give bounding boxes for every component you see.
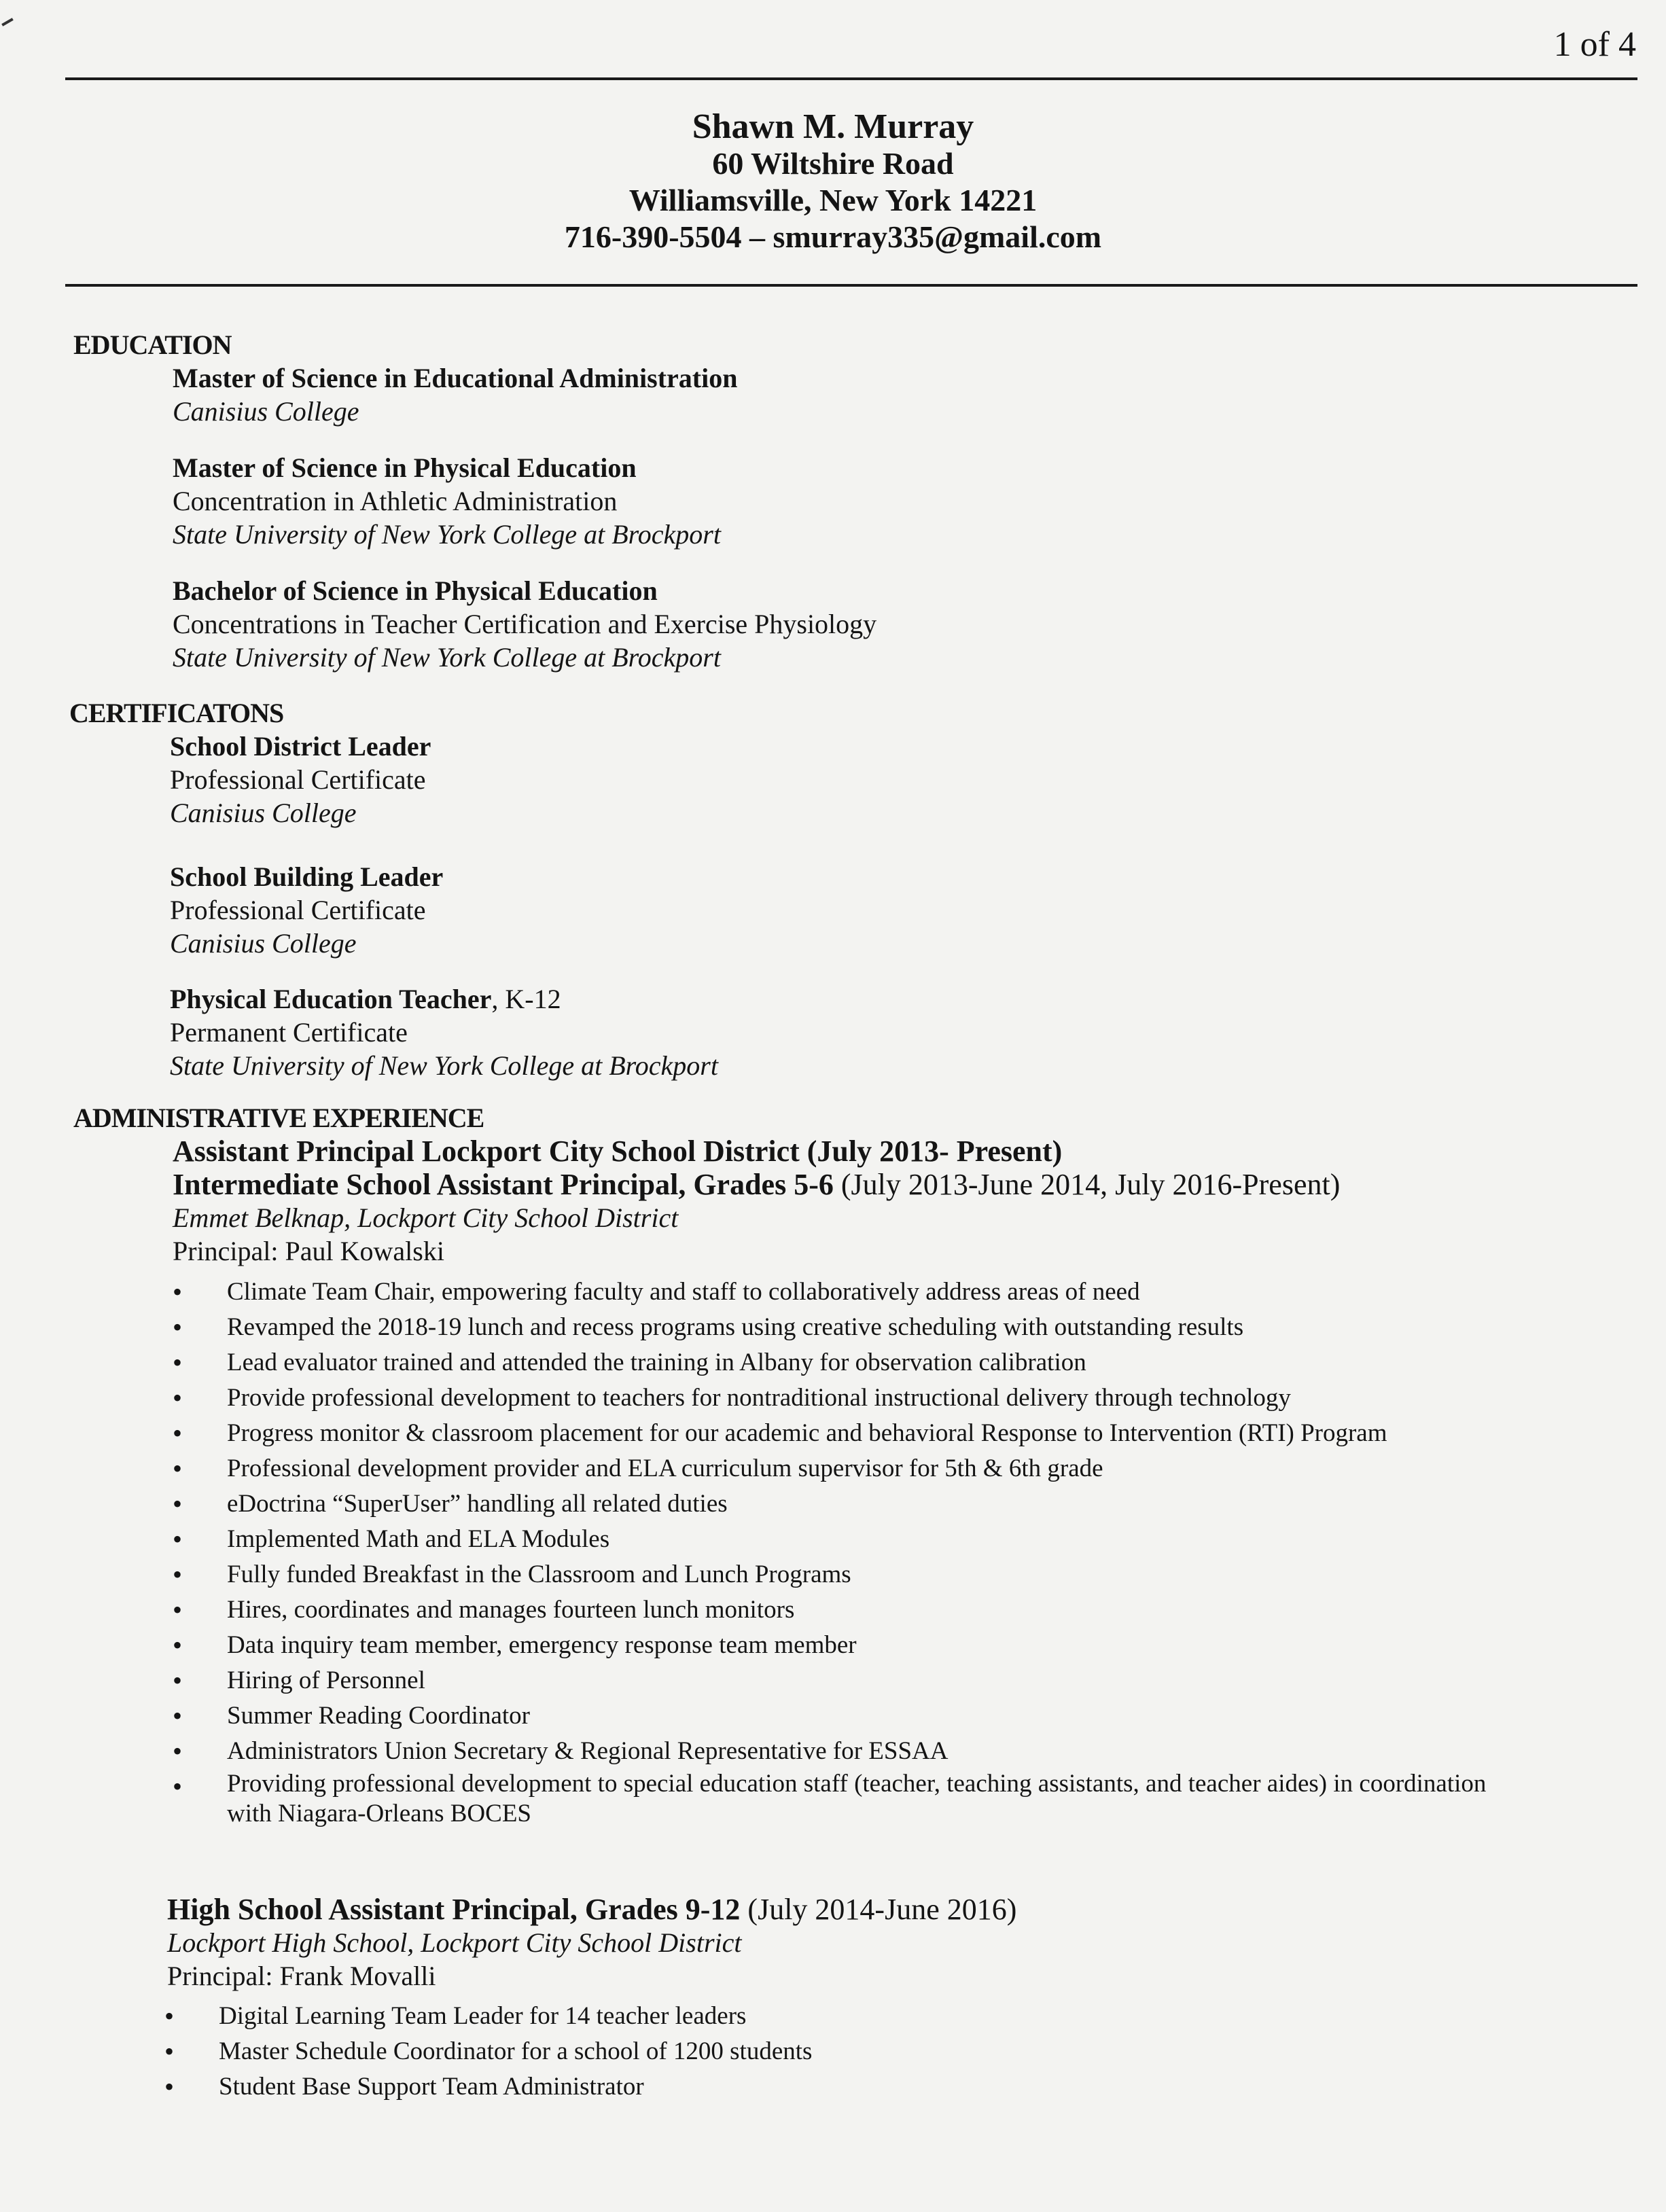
job-entry-high-school	[167, 1893, 1016, 1993]
degree: Bachelor of Science in Physical Education	[173, 575, 658, 606]
certification-school: State University of New York College at Brockport	[170, 1050, 718, 1081]
certification-entry	[170, 860, 443, 960]
education-entry	[173, 451, 721, 551]
certification-school: Canisius College	[170, 798, 357, 828]
list-item: • Revamped the 2018-19 lunch and recess programs using creative scheduling with outstanding results	[173, 1310, 1633, 1345]
certification-type: Permanent Certificate	[170, 1017, 408, 1048]
address-line-1: 60 Wiltshire Road	[712, 146, 954, 181]
list-item: • Summer Reading Coordinator	[173, 1698, 1633, 1734]
resume-header	[0, 109, 1666, 255]
certification-title: School District Leader	[170, 731, 431, 762]
list-item: • Provide professional development to teachers for nontraditional instructional delivery through technology	[173, 1380, 1633, 1416]
certification-title-suffix: , K-12	[491, 984, 561, 1014]
job-principal: Principal: Paul Kowalski	[173, 1236, 444, 1266]
job-title-dates: (July 2014-June 2016)	[740, 1893, 1017, 1926]
job-school: Lockport High School, Lockport City School District	[167, 1927, 742, 1958]
certification-entry	[170, 982, 718, 1082]
list-item: • Implemented Math and ELA Modules	[173, 1522, 1633, 1557]
job-title: High School Assistant Principal, Grades 9-12	[167, 1893, 741, 1926]
list-item: • Professional development provider and ELA curriculum supervisor for 5th & 6th grade	[173, 1451, 1633, 1486]
job1-bullet-list	[173, 1274, 1633, 1829]
address-line-2: Williamsville, New York 14221	[628, 183, 1038, 217]
certifications-heading: CERTIFICATONS	[69, 698, 284, 728]
certification-title: Physical Education Teacher	[170, 984, 492, 1014]
degree: Master of Science in Physical Education	[173, 452, 637, 483]
list-item: • Master Schedule Coordinator for a school of 1200 students	[164, 2034, 1625, 2069]
list-item: • Student Base Support Team Administrator	[164, 2069, 1625, 2105]
job-subtitle-dates: (July 2013-June 2014, July 2016-Present)	[833, 1168, 1341, 1201]
header-top-rule	[65, 77, 1637, 80]
certification-school: Canisius College	[170, 928, 357, 959]
job-subtitle: Intermediate School Assistant Principal, Grades 5-6	[173, 1168, 834, 1201]
list-item: • Climate Team Chair, empowering faculty and staff to collaboratively address areas of need	[173, 1274, 1633, 1310]
header-bottom-rule	[65, 284, 1637, 287]
education-entry	[173, 574, 876, 674]
job-title: Assistant Principal Lockport City School District (July 2013- Present)	[173, 1135, 1063, 1168]
school: Canisius College	[173, 396, 359, 427]
list-item: • Hires, coordinates and manages fourteen lunch monitors	[173, 1592, 1633, 1628]
list-item: • Fully funded Breakfast in the Classroom and Lunch Programs	[173, 1557, 1633, 1592]
list-item-line: • Providing professional development to special education staff (teacher, teaching assistants, and teacher aides) in coordination	[227, 1770, 1487, 1798]
degree-detail: Concentrations in Teacher Certification and Exercise Physiology	[173, 609, 877, 639]
list-item: • Lead evaluator trained and attended the training in Albany for observation calibration	[173, 1345, 1633, 1380]
certification-type: Professional Certificate	[170, 764, 426, 795]
job-entry-intermediate	[173, 1135, 1340, 1268]
certification-type: Professional Certificate	[170, 895, 426, 925]
certification-title: School Building Leader	[170, 861, 444, 892]
list-item: • Hiring of Personnel	[173, 1663, 1633, 1698]
education-entry	[173, 361, 737, 428]
list-item: • eDoctrina “SuperUser” handling all related duties	[173, 1486, 1633, 1522]
job-school: Emmet Belknap, Lockport City School District	[173, 1202, 679, 1233]
job-principal: Principal: Frank Movalli	[167, 1961, 436, 1991]
school: State University of New York College at Brockport	[173, 519, 721, 550]
list-item-line: with Niagara-Orleans BOCES	[227, 1800, 532, 1827]
list-item: • Digital Learning Team Leader for 14 teacher leaders	[164, 1999, 1625, 2034]
job2-bullet-list	[164, 1999, 1625, 2105]
certification-entry	[170, 730, 431, 830]
list-item: • Administrators Union Secretary & Regional Representative for ESSAA	[173, 1734, 1633, 1769]
applicant-name: Shawn M. Murray	[692, 107, 974, 146]
stray-pen-mark	[1, 18, 16, 31]
contact-line: 716-390-5504 – smurray335@gmail.com	[564, 219, 1102, 254]
experience-heading: ADMINISTRATIVE EXPERIENCE	[73, 1103, 484, 1133]
school: State University of New York College at Brockport	[173, 642, 721, 673]
education-heading: EDUCATION	[73, 329, 232, 360]
page-number: 1 of 4	[1553, 25, 1636, 64]
list-item: • Progress monitor & classroom placement for our academic and behavioral Response to Intervention (RTI) Program	[173, 1416, 1633, 1451]
list-item	[173, 1769, 1633, 1829]
degree: Master of Science in Educational Administration	[173, 363, 738, 393]
list-item: • Data inquiry team member, emergency response team member	[173, 1628, 1633, 1663]
degree-detail: Concentration in Athletic Administration	[173, 486, 618, 516]
